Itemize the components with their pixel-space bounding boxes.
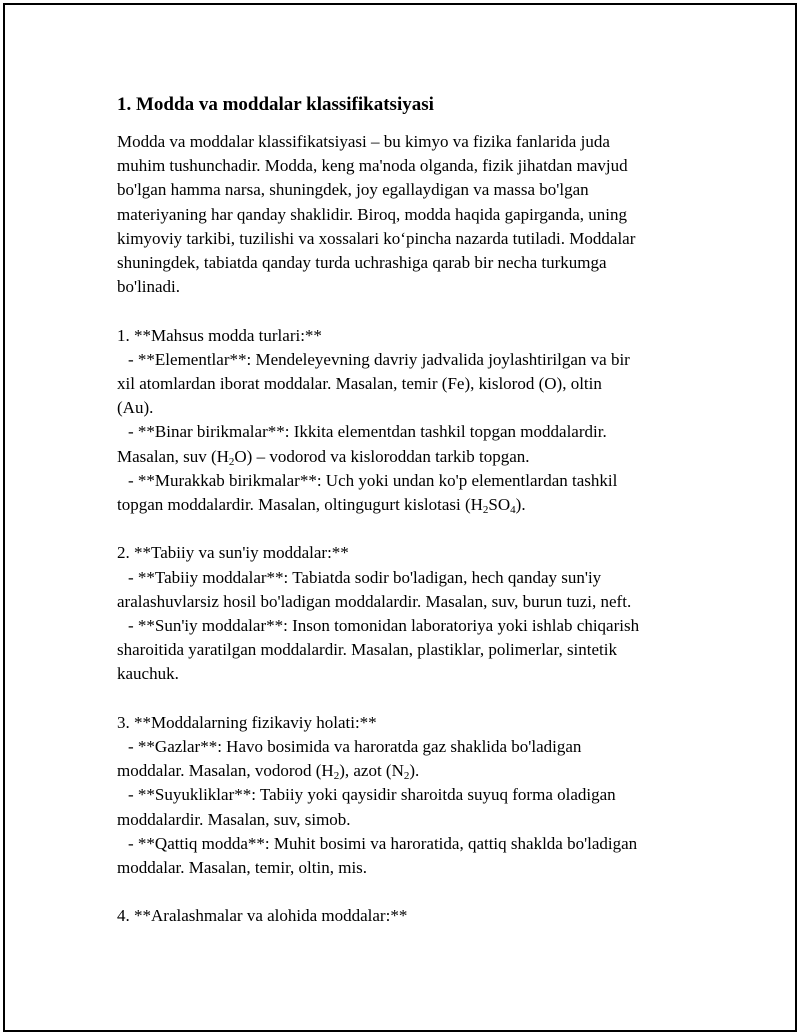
list-item-line: [117, 445, 697, 469]
text-run: O) – vodorod va kisloroddan tarkib topgan.: [234, 446, 530, 466]
text-run: ).: [515, 495, 526, 515]
list-section-2: [117, 541, 697, 686]
list-item-line: - **Elementlar**: Mendeleyevning davriy jadvalida joylashtirilgan va bir: [128, 349, 630, 369]
list-item-line: - **Gazlar**: Havo bosimida va haroratda gaz shaklida bo'ladigan: [128, 737, 582, 757]
list-item-line: moddalar. Masalan, temir, oltin, mis.: [117, 858, 368, 878]
list-item-line: kauchuk.: [117, 664, 179, 684]
subscript: 2: [403, 770, 410, 783]
text-run: Masalan, suv (H: [117, 446, 229, 466]
list-item-line: sharoitida yaratilgan moddalardir. Masalan, plastiklar, polimerlar, sintetik: [117, 640, 617, 660]
list-item-line: aralashuvlarsiz hosil bo'ladigan moddalardir. Masalan, suv, burun tuzi, neft.: [117, 591, 632, 611]
intro-line: materiyaning har qanday shaklidir. Biroq, modda haqida gapirganda, uning: [117, 204, 628, 224]
text-run: ).: [409, 761, 420, 781]
list-item-line: xil atomlardan iborat moddalar. Masalan, temir (Fe), kislorod (O), oltin: [117, 374, 602, 394]
text-run: ), azot (N: [339, 761, 404, 781]
intro-line: kimyoviy tarkibi, tuzilishi va xossalari ko‘pincha nazarda tutiladi. Moddalar: [117, 228, 636, 248]
list-section-title: 2. **Tabiiy va sun'iy moddalar:**: [117, 543, 349, 563]
intro-paragraph: [117, 130, 697, 299]
list-section-title: 1. **Mahsus modda turlari:**: [117, 325, 322, 345]
list-item-line: - **Suyukliklar**: Tabiiy yoki qaysidir sharoitda suyuq forma oladigan: [128, 785, 616, 805]
subscript: 2: [482, 504, 489, 517]
list-item-line: - **Sun'iy moddalar**: Inson tomonidan laboratoriya yoki ishlab chiqarish: [128, 616, 640, 636]
intro-line: shuningdek, tabiatda qanday turda uchrashiga qarab bir necha turkumga: [117, 253, 607, 273]
subscript: 4: [510, 504, 516, 517]
section-heading: 1. Modda va moddalar klassifikatsiyasi: [117, 94, 434, 115]
list-item-line: - **Qattiq modda**: Muhit bosimi va haroratida, qattiq shaklda bo'ladigan: [128, 833, 638, 853]
list-section-3: [117, 711, 697, 880]
list-section-1: [117, 324, 697, 518]
list-item-line: - **Binar birikmalar**: Ikkita elementdan tashkil topgan moddalardir.: [128, 422, 607, 442]
list-item-line: (Au).: [117, 398, 154, 418]
intro-line: muhim tushunchadir. Modda, keng ma'noda olganda, fizik jihatdan mavjud: [117, 156, 628, 176]
list-section-title: 3. **Moddalarning fizikaviy holati:**: [117, 712, 377, 732]
subscript: 2: [228, 455, 235, 468]
list-item-line: - **Tabiiy moddalar**: Tabiatda sodir bo'ladigan, hech qanday sun'iy: [128, 567, 602, 587]
list-item-line: - **Murakkab birikmalar**: Uch yoki undan ko'p elementlardan tashkil: [128, 470, 618, 490]
intro-line: Modda va moddalar klassifikatsiyasi – bu kimyo va fizika fanlarida juda: [117, 132, 610, 151]
intro-line: bo'linadi.: [117, 277, 181, 297]
text-run: moddalar. Masalan, vodorod (H: [117, 761, 334, 781]
list-item-line: [117, 493, 697, 517]
text-run: SO: [488, 495, 511, 515]
subscript: 2: [333, 770, 340, 783]
text-run: topgan moddalardir. Masalan, oltingugurt kislotasi (H: [117, 495, 483, 515]
document-body: [117, 92, 697, 929]
list-item-line: moddalardir. Masalan, suv, simob.: [117, 809, 351, 829]
intro-line: bo'lgan hamma narsa, shuningdek, joy egallaydigan va massa bo'lgan: [117, 180, 589, 200]
list-section-title: 4. **Aralashmalar va alohida moddalar:**: [117, 906, 408, 926]
list-item-line: [117, 759, 697, 783]
list-section-4: [117, 904, 697, 928]
